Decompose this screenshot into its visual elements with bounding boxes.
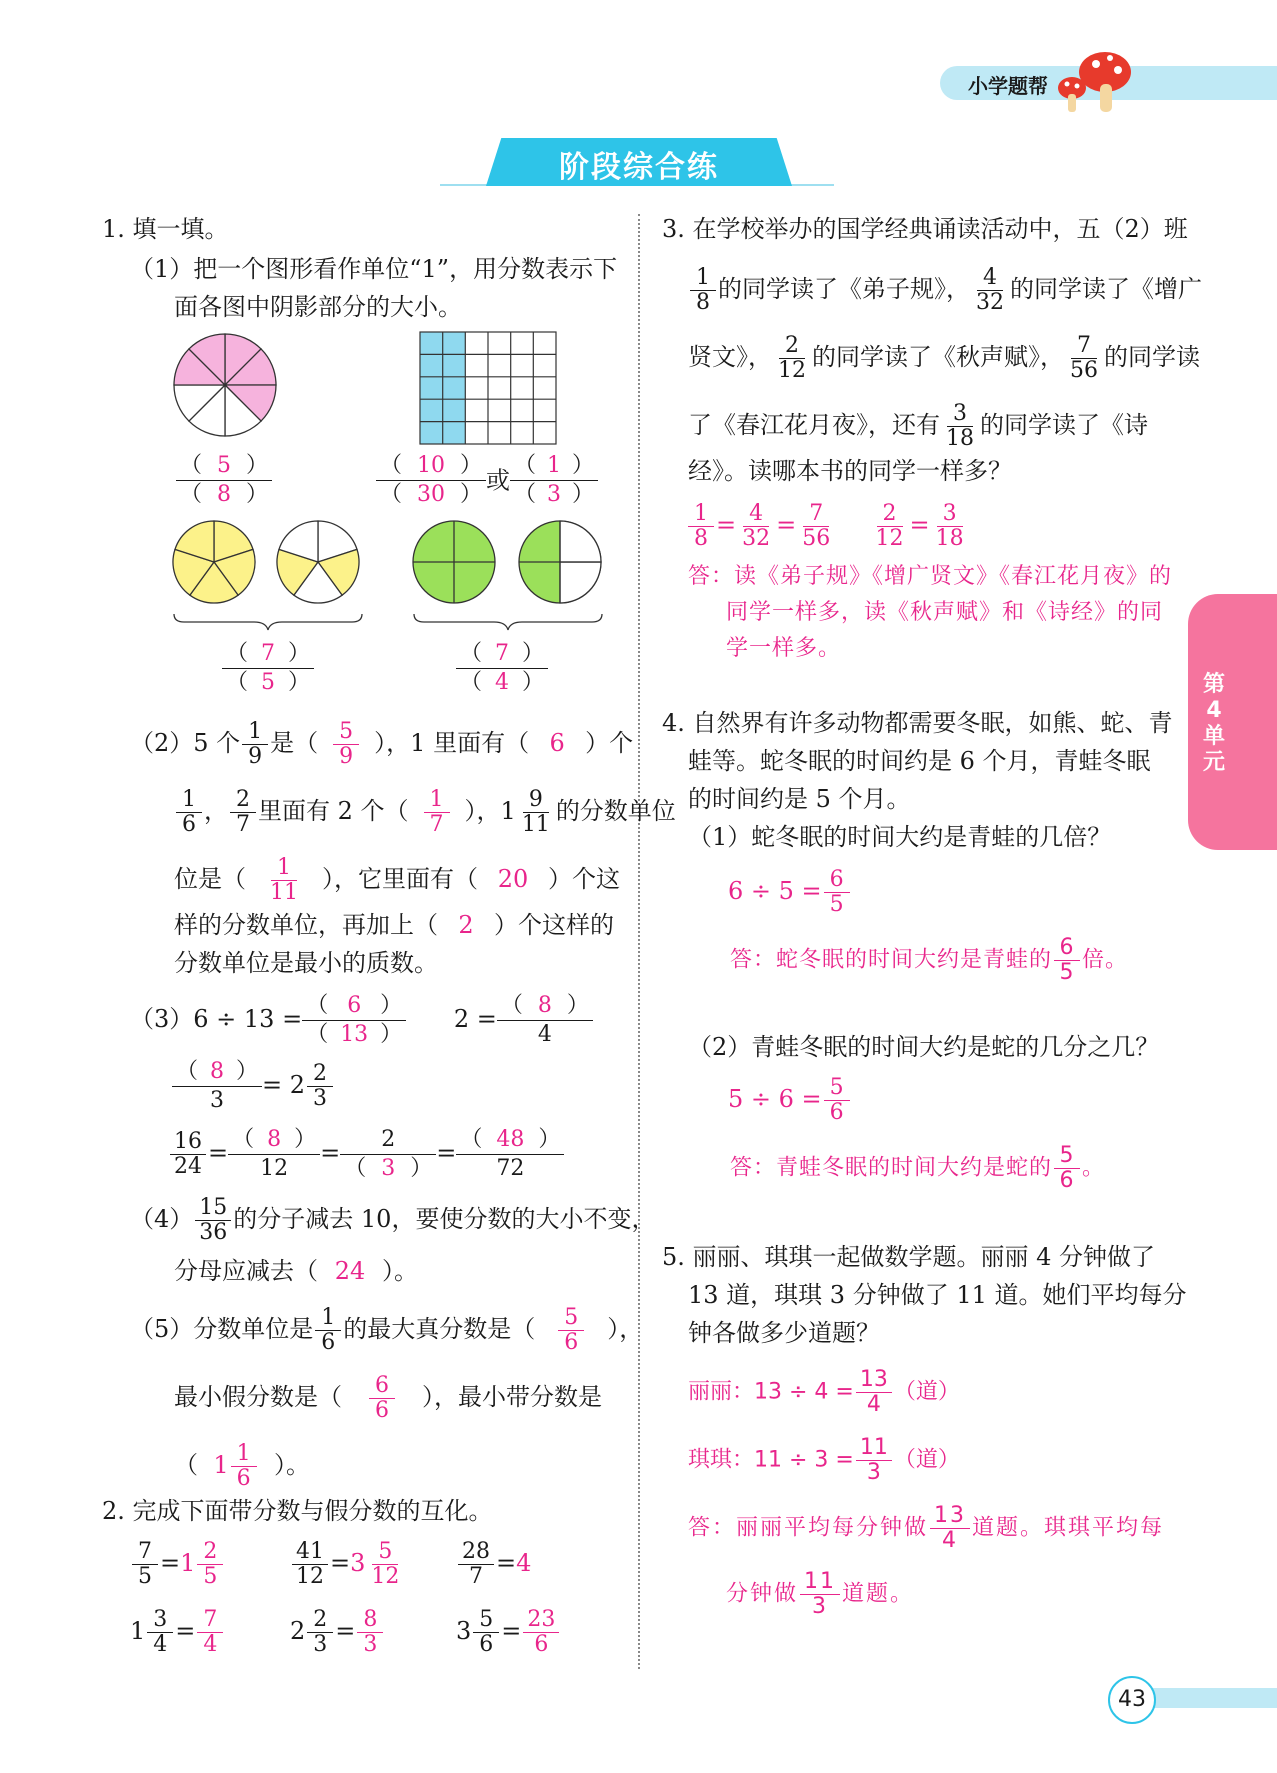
- page-band: [1140, 1688, 1277, 1708]
- q1-p4-line1: （4） $\frac{15}{36}$ 的分子减去 10，要使分数的大小不变，: [130, 1195, 656, 1245]
- q2-heading: 2. 完成下面带分数与假分数的互化。: [102, 1497, 493, 1525]
- q1-p5-line3: （ 1 $\frac{1}{6}$ ）。: [174, 1441, 310, 1491]
- q5-line1: 5. 丽丽、琪琪一起做数学题。丽丽 4 分钟做了: [662, 1243, 1156, 1271]
- q2-item-3: $\frac{28}{7}$ =4: [456, 1540, 531, 1589]
- q2-item-4: 1 $\frac{3}{4}$ = $\frac{7}{4}$: [130, 1608, 225, 1657]
- q5-calc1: 丽丽：13 ÷ 4 = $\frac{13}{4}$ （道）: [688, 1367, 960, 1417]
- q1-p2-line3: 位是（ $\frac{1}{11}$ ），它里面有（ 20 ）个这: [174, 855, 620, 905]
- pie-quarters-figure: [408, 516, 606, 608]
- q4-answer2: 答：青蛙冬眠的时间大约是蛇的 $\frac{5}{6}$ 。: [730, 1143, 1106, 1193]
- q1-p4-line2: 分母应减去（ 24 ）。: [174, 1257, 418, 1285]
- unit-tab-label: 第4单元: [1202, 672, 1225, 775]
- q3-answer-line3: 学一样多。: [726, 636, 842, 661]
- braces: [170, 612, 610, 632]
- q1-answer-grid: （ 10 ） （ 30 ） 或 （ 1 ） （ 3 ）: [376, 452, 598, 509]
- q5-calc2: 琪琪：11 ÷ 3 = $\frac{11}{3}$ （道）: [688, 1435, 960, 1485]
- q5-line2: 13 道，琪琪 3 分钟做了 11 道。她们平均每分: [688, 1281, 1187, 1309]
- q3-line5: 经》。读哪本书的同学一样多？: [688, 457, 1012, 485]
- q3-work: $\frac{1}{8}$ = $\frac{4}{32}$ = $\frac{7}{56}$ $\frac{2}{12}$ = $\frac{3}{18}$: [686, 502, 970, 551]
- q3-line3: 贤文》， $\frac{2}{12}$ 的同学读了《秋声赋》， $\frac{7}{56}$ 的同学读: [688, 333, 1200, 383]
- q1-heading: 1. 填一填。: [102, 215, 229, 243]
- pie-fifths-figure: [170, 516, 366, 608]
- page-number: 43: [1108, 1676, 1156, 1724]
- q2-item-6: 3 $\frac{5}{6}$ = $\frac{23}{6}$: [456, 1608, 561, 1657]
- q1-p1-line1: （1）把一个图形看作单位“1”，用分数表示下: [130, 255, 618, 283]
- section-title: 阶段综合练: [559, 150, 719, 185]
- q1-answer-quarters: （ 7 ） （ 4 ）: [456, 640, 548, 697]
- mushroom-icon: [1050, 44, 1140, 116]
- q5-answer-line1: 答：丽丽平均每分钟做 $\frac{13}{4}$ 道题。琪琪平均每: [688, 1503, 1165, 1553]
- q2-item-1: $\frac{7}{5}$ =1 $\frac{2}{5}$: [130, 1540, 225, 1589]
- q1-p3-line3: $\frac{16}{24}$ = （ 8 ） 12 = 2 （ 3 ） = （ 48 ） 72: [168, 1126, 564, 1183]
- q2-item-5: 2 $\frac{2}{3}$ = $\frac{8}{3}$: [290, 1608, 385, 1657]
- q1-p3-line2: （ 8 ） 3 = 2 $\frac{2}{3}$: [172, 1058, 335, 1115]
- q4-p2: （2）青蛙冬眠的时间大约是蛇的几分之几？: [688, 1033, 1160, 1061]
- q3-answer-line2: 同学一样多，读《秋声赋》和《诗经》的同: [726, 600, 1164, 625]
- q4-line1: 4. 自然界有许多动物都需要冬眠，如熊、蛇、青: [662, 709, 1173, 737]
- pie-eighths-figure: [172, 330, 278, 442]
- q1-p3-line1: （3）6 ÷ 13 = （ 6 ） （ 13 ） 2 = （ 8 ） 4: [130, 992, 593, 1049]
- grid-figure: [418, 330, 560, 446]
- q1-p5-line1: （5）分数单位是 $\frac{1}{6}$ 的最大真分数是（ $\frac{5}{6}$ ），: [130, 1305, 644, 1355]
- column-divider: [638, 214, 640, 1669]
- q1-p1-line2: 面各图中阴影部分的大小。: [174, 293, 462, 321]
- q1-p2-line5: 分数单位是最小的质数。: [174, 949, 438, 977]
- q1-answer-pie: （ 5 ） （ 8 ）: [176, 452, 272, 509]
- q5-answer-line2: 分钟做 $\frac{11}{3}$ 道题。: [726, 1569, 915, 1619]
- q4-line2: 蛙等。蛇冬眠的时间约是 6 个月，青蛙冬眠: [688, 747, 1151, 775]
- q3-line1: 3. 在学校举办的国学经典诵读活动中，五（2）班: [662, 215, 1188, 243]
- book-name: 小学题帮: [968, 74, 1048, 98]
- q3-answer-line1: 答：读《弟子规》《增广贤文》《春江花月夜》的: [688, 564, 1173, 589]
- q5-line3: 钟各做多少道题？: [688, 1319, 880, 1347]
- q2-item-2: $\frac{41}{12}$ =3 $\frac{5}{12}$: [290, 1540, 405, 1589]
- q4-calc2: 5 ÷ 6 = $\frac{5}{6}$: [728, 1076, 852, 1125]
- q4-line3: 的时间约是 5 个月。: [688, 785, 911, 813]
- q1-p2-line4: 样的分数单位，再加上（ 2 ）个这样的: [174, 911, 614, 939]
- q3-line2: $\frac{1}{8}$ 的同学读了《弟子规》， $\frac{4}{32}$ 的同学读了《增广: [688, 266, 1202, 315]
- q4-answer1: 答：蛇冬眠的时间大约是青蛙的 $\frac{6}{5}$ 倍。: [730, 935, 1129, 985]
- q1-p2-line2: $\frac{1}{6}$ ， $\frac{2}{7}$ 里面有 2 个（ $\frac{1}{7}$ ），1 $\frac{9}{11}$ 的分数单位: [174, 788, 676, 837]
- q1-p5-line2: 最小假分数是（ $\frac{6}{6}$ ），最小带分数是: [174, 1373, 602, 1423]
- q4-p1: （1）蛇冬眠的时间大约是青蛙的几倍？: [688, 823, 1112, 851]
- q3-line4: 了《春江花月夜》，还有 $\frac{3}{18}$ 的同学读了《诗: [688, 401, 1148, 451]
- q1-p2-line1: （2）5 个 $\frac{1}{9}$ 是（ $\frac{5}{9}$ ），1 里面有（ 6 ）个: [130, 719, 634, 769]
- q1-answer-fifths: （ 7 ） （ 5 ）: [222, 640, 314, 697]
- q4-calc1: 6 ÷ 5 = $\frac{6}{5}$: [728, 868, 852, 917]
